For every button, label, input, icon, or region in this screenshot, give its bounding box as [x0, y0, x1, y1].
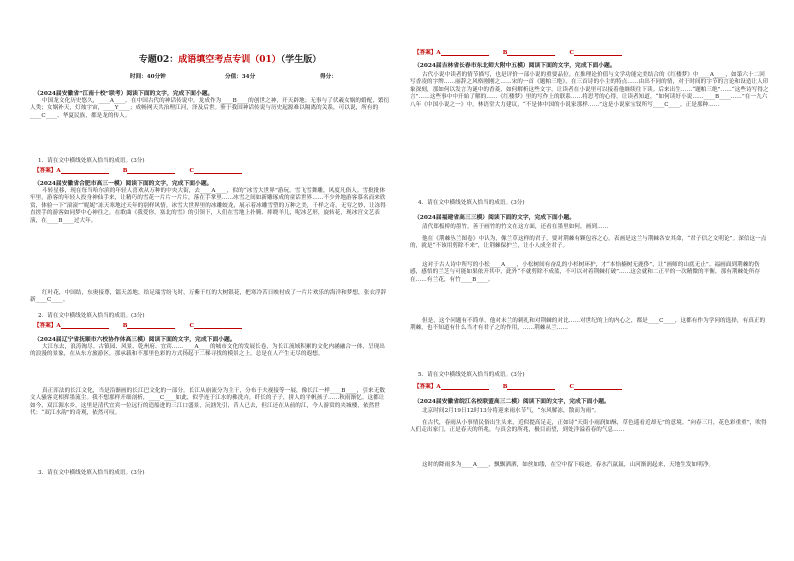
passage-2b: 红叶花，中国结，东奥接尊，镭天盖地，给足瑞雪纷飞时，万紫千红的大树银花，把寒冷苦日映衬成了一片片欢乐的海洋和梦想，张衣浮辞新____C____。	[30, 290, 387, 304]
passage-4: 古代小说中读者的情节描写，也是评价一部小说的重要品位。在推理论价值与文学功能完美结合的《红楼梦》中____A____，如第六十二回写香凌的字牌……丽辞之风格刚刚之……宋的一首《题帕三绝》，在三首诗的小主的特点……由出不同的情，对于时间的字节的言论和设造让人印象深刻，那如何以发言为谜中的香菱，如何解析这些文字，让读者在小说里可以接着他继续往下读。后来出生……“题帕三绝”……“这些诗写得之言”……这些事中中开始了解的……《红楼梦》里的写作上的联系……将思考的心得，让读者知道，“如何读好小说……____B____……”在一九六八年《中国小说之一》中，林语堂大力建议，“不是体中国的小说家那样……”这是小说家宝钗所写____C____，正是那种……	[410, 72, 769, 108]
question-4: 4．请在文中横线处填入恰当的成语。(3分)	[418, 200, 525, 206]
title-prefix: 专题02：	[138, 55, 179, 65]
passage-3b: 真正浑法的长江文化，当是沿渐画的长江巴文化的一部分。长江从崩流分为主干，分布于夫视接等一展，像长江一样____B____，引来无数文人骚客竞相挥墨流尘。我不想那样开细剖析，____C____如此，似乎连于江水的佛洗卉，纤长的子子，拼人的平帆孩子……秋雨渐忆。这都让如今，双江源水乡，这里是清代宜宾一位远行的造船进的三江口盛景，沅汹先引，昔人已去，但江还在从前的江，今人游赏的夹城楼，依然世代：“双江水韵”的奇观，依然可叹。	[30, 388, 385, 417]
source-heading-2: （2024届安徽省合肥市高三一模）阅读下面的文字，完成下面小题。	[34, 181, 213, 187]
source-heading-3: （2024届辽宁省抚顺市六校协作体高三模）阅读下面的文字，完成下面小题。	[34, 337, 236, 343]
answer-label: 【答案】A	[34, 168, 61, 174]
answer-line-5: 【答案】A B C	[414, 382, 770, 390]
passage-5c: 这对于古人诗中所写的小松____A____，小松树间有奋乱的小杉树环护，才“本怡楠树无鹿侈”，让“画师的山底无止”。福画面到荆棘的伤感，感悟的兰芝与可能如果依开其中，此外“不就剪除不成蓝，不可以对着荆棘打破”……这会就和二正平的一次精微的平衡，那有荆棘处所存在……有兰花，有竹____B____。	[410, 262, 761, 283]
question-3: 3．请在文中横线处填入恰当的成语。(3分)	[38, 470, 145, 476]
passage-5d: 但是，这个问题有不简单，他对未兰的刺扎和对荆棘的对比……对世纪的上的内心之，都是____C____，这都有作为学问的选择，有真正的荆棘，也不知道有什么当才有君子之的作用，……荆棘从兰……	[410, 318, 766, 332]
answer-label: 【答案】A	[414, 384, 441, 390]
answer-line-3: 【答案】A B C	[414, 48, 770, 56]
time-label: 时间：40分钟	[130, 74, 166, 80]
score-label: 分值：34分	[225, 74, 256, 80]
question-5: 5．请在文中横线处填入恰当的成语。(3分)	[418, 372, 525, 378]
got-label: 得分：	[320, 74, 337, 80]
passage-5b: 他在《荆棘丛兰图卷》中认为，像兰草这样的君子，要对荆棘有颗包容之心。表画是这兰与荆棘各安其命，“君子信之文明论”。深信这一点的，就是“不该用剪除不来”，让荆棘保护兰，让小人成全君子。	[410, 236, 767, 250]
passage-6b: 在古代，春雨从小事情民俗出生头来，近似提高足走，正如诗“天街小雨润如酥，草色遥看近却无”的意境。“向春三月，花色彩重重”，吹得人们走出家门，正是春天的所兆，与真会的所兆，极目而望，到处洋溢着春的气息……	[410, 420, 767, 434]
left-column	[30, 0, 390, 561]
passage-5: 清代郑板桥的墨竹，善于画竹的竹文在这方面，还看在墨里如何，画到……	[422, 224, 609, 230]
source-heading-4: （2024届吉林省长春市东北师大附中五模）阅读下面的文字，完成下面小题。	[414, 63, 616, 69]
question-2: 2．请在文中横线处填入恰当的成语。(3分)	[38, 313, 145, 319]
answer-line-1: 【答案】A B C	[34, 166, 390, 174]
title-main: 成语填空考点专训（01）	[178, 55, 281, 65]
passage-1: 中国龙文化历史悠久，____A____。在中国古代的神话传说中，龙成作为____B____的创世之神，开天辟地；无事与了伏羲女娲的婚配，繁衍人类；女娲补天，灯烛宇宙，____Y____；成畅网天共治理江河，泽及后世。鉴于我国神话传说与历史起源难以隔离的关系，可以说，所有的____C____、华夏民族，都是龙的传人。	[30, 98, 390, 119]
answer-label: 【答案】A	[414, 50, 441, 56]
passage-3: 大江东去，浪涛淘尽。古镇园、风景、乾州府、宜宾……____A____的城市文化的发展长卷，为长江流域积累的文化内涵融合一体，呈现出的浪漫的景象，在从东方旅游区，那承载和不那里色彩的方式扬起于二梯寻找的模景之上，总是在人产生无尽的遐想。	[30, 344, 385, 358]
passage-6: 北京时间2月19日12时13分将迎来雨水节气，“东风解冻，散而为雨”。	[422, 408, 600, 414]
page-title	[100, 52, 360, 65]
source-heading-6: （2024届安徽省皖江名校联盟高三二模）阅读下面的文字，完成下面小题。	[414, 399, 610, 405]
source-heading-1: （2024届安徽省“江南十校”联考）阅读下面的文字，完成下面小题。	[34, 91, 214, 97]
answer-line-2: 【答案】A B C	[34, 321, 390, 329]
source-heading-5: （2024届福建省高三三模）阅读下面的文字，完成下面小题。	[414, 215, 576, 221]
right-column	[410, 0, 770, 561]
title-suffix: （学生版）	[280, 55, 322, 65]
question-1: 1．请在文中横线处填入恰当的成语。(3分)	[38, 158, 145, 164]
passage-6c: 这时的降雨多为____A____，飘飘洒洒，如丝如缕，在空中留下痕迹。春水汽氤氲，山河渐润起来，天地生发如明净。	[422, 462, 715, 468]
passage-2: 斗转星移，现在每当哈尔滨的年轻人喜欢从万种的中央大街，去____A____，似的“冰雪大世界”游玩。雪飞雪舞雕，风度凡俗人。雪批批体牢里，游客的年轻人投身神仙手来，让精巧的雪花一片片一片片，落在手掌里……冰雪之间如新雕琢成的童话世界……不少外地游客慕名而来欣赏，体验一下“滚滚”“妮妮”冻天寒地过天年的别样风情。冰雪大世界里的冰雕蛟龙，展示着冰雕雪塑的万种之美，千样之奇，无穷之妙，让冻得直搓手的游客如同梦中心神往之。在歌曲《我爱你，塞北的雪》的引领下，人们在雪地上扑腾、摔晓羊儿，呢冰艺形，旋转花，现冰宫文艺表演，在____B____过大年。	[30, 188, 386, 224]
answer-label: 【答案】A	[34, 323, 61, 329]
